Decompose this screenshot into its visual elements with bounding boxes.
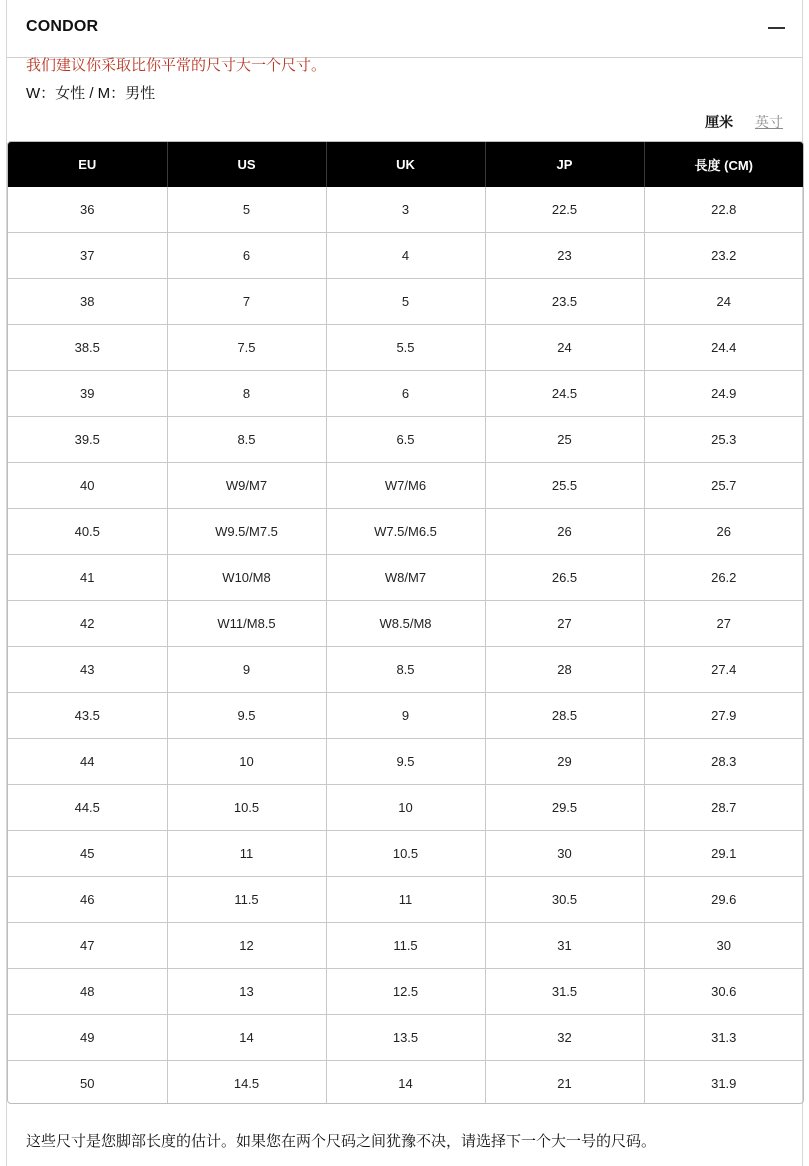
column-header-us: US	[167, 142, 326, 187]
cell-jp: 31	[485, 923, 644, 969]
cell-eu: 41	[8, 555, 167, 601]
column-header-eu: EU	[8, 142, 167, 187]
cell-length: 27	[644, 601, 803, 647]
brand-title: CONDOR	[26, 18, 99, 35]
cell-eu: 43	[8, 647, 167, 693]
cell-jp: 31.5	[485, 969, 644, 1015]
cell-length: 29.1	[644, 831, 803, 877]
cell-jp: 23.5	[485, 279, 644, 325]
cell-uk: 4	[326, 233, 485, 279]
table-row	[8, 877, 803, 923]
cell-us: 14.5	[167, 1061, 326, 1105]
cell-us: 10.5	[167, 785, 326, 831]
cell-eu: 47	[8, 923, 167, 969]
table-header-row	[8, 142, 803, 187]
cell-eu: 44.5	[8, 785, 167, 831]
size-guide-panel	[6, 0, 803, 1166]
cell-us: 12	[167, 923, 326, 969]
cell-eu: 38.5	[8, 325, 167, 371]
cell-eu: 48	[8, 969, 167, 1015]
cell-length: 30	[644, 923, 803, 969]
cell-uk: 9.5	[326, 739, 485, 785]
size-footnote: 这些尺寸是您脚部长度的估计。如果您在两个尺码之间犹豫不决，请选择下一个大一号的尺码。	[26, 1133, 657, 1150]
cell-eu: 49	[8, 1015, 167, 1061]
cell-uk: 5.5	[326, 325, 485, 371]
cell-length: 22.8	[644, 187, 803, 233]
cell-jp: 22.5	[485, 187, 644, 233]
cell-eu: 40.5	[8, 509, 167, 555]
cell-uk: W7/M6	[326, 463, 485, 509]
cell-jp: 28.5	[485, 693, 644, 739]
table-body	[8, 187, 803, 1104]
unit-toggle	[687, 113, 783, 131]
cell-jp: 28	[485, 647, 644, 693]
cell-us: 7.5	[167, 325, 326, 371]
cell-jp: 29.5	[485, 785, 644, 831]
column-header-length: 長度 (CM)	[644, 142, 803, 187]
cell-jp: 24	[485, 325, 644, 371]
table-row	[8, 1061, 803, 1105]
unit-cm-option[interactable]: 厘米	[705, 114, 734, 130]
table-row	[8, 509, 803, 555]
cell-uk: 6	[326, 371, 485, 417]
cell-uk: W7.5/M6.5	[326, 509, 485, 555]
table-row	[8, 647, 803, 693]
table-row	[8, 187, 803, 233]
table-row	[8, 693, 803, 739]
cell-jp: 29	[485, 739, 644, 785]
gender-legend: W：女性 / M：男性	[26, 85, 156, 102]
cell-eu: 39	[8, 371, 167, 417]
cell-uk: 13.5	[326, 1015, 485, 1061]
cell-length: 25.7	[644, 463, 803, 509]
cell-jp: 25.5	[485, 463, 644, 509]
cell-us: W9/M7	[167, 463, 326, 509]
table-row	[8, 785, 803, 831]
cell-length: 31.9	[711, 1076, 737, 1091]
cell-uk: 12.5	[326, 969, 485, 1015]
cell-length: 31.3	[644, 1015, 803, 1061]
cell-length: 28.7	[644, 785, 803, 831]
cell-length: 29.6	[644, 877, 803, 923]
size-advice-text: 我们建议你采取比你平常的尺寸大一个尺寸。	[26, 57, 327, 74]
table-row	[8, 463, 803, 509]
cell-length: 27.4	[644, 647, 803, 693]
table-row	[8, 279, 803, 325]
cell-uk: 10	[326, 785, 485, 831]
table-row	[8, 1015, 803, 1061]
minus-icon	[768, 27, 785, 29]
cell-eu: 50	[8, 1061, 167, 1105]
table-row	[8, 555, 803, 601]
cell-us: 5	[167, 187, 326, 233]
cell-uk: 11.5	[326, 923, 485, 969]
cell-us: 7	[167, 279, 326, 325]
cell-us: W11/M8.5	[167, 601, 326, 647]
cell-jp: 26	[485, 509, 644, 555]
cell-us: W9.5/M7.5	[167, 509, 326, 555]
cell-uk: W8/M7	[326, 555, 485, 601]
cell-eu: 43.5	[8, 693, 167, 739]
cell-length: 23.2	[644, 233, 803, 279]
cell-us: 8	[167, 371, 326, 417]
cell-jp: 27	[485, 601, 644, 647]
collapse-button[interactable]	[766, 18, 788, 38]
cell-us: 9	[167, 647, 326, 693]
cell-jp: 26.5	[485, 555, 644, 601]
cell-uk: 6.5	[326, 417, 485, 463]
cell-eu: 38	[8, 279, 167, 325]
cell-jp: 25	[485, 417, 644, 463]
cell-us: 11	[167, 831, 326, 877]
size-table-container	[7, 141, 804, 1104]
column-header-jp: JP	[485, 142, 644, 187]
cell-jp: 21	[485, 1061, 644, 1105]
cell-length: 27.9	[644, 693, 803, 739]
table-row	[8, 739, 803, 785]
cell-us: 11.5	[167, 877, 326, 923]
table-row	[8, 831, 803, 877]
cell-length: 24.4	[644, 325, 803, 371]
cell-jp: 32	[485, 1015, 644, 1061]
cell-length: 24.9	[644, 371, 803, 417]
table-row	[8, 417, 803, 463]
cell-eu: 39.5	[8, 417, 167, 463]
cell-jp: 23	[485, 233, 644, 279]
cell-eu: 44	[8, 739, 167, 785]
table-row	[8, 969, 803, 1015]
size-table	[8, 142, 803, 1104]
column-header-uk: UK	[326, 142, 485, 187]
cell-us: 6	[167, 233, 326, 279]
cell-length: 24	[644, 279, 803, 325]
cell-us: W10/M8	[167, 555, 326, 601]
cell-eu: 36	[8, 187, 167, 233]
cell-uk: 11	[326, 877, 485, 923]
cell-eu: 40	[8, 463, 167, 509]
cell-us: 10	[167, 739, 326, 785]
cell-uk: W8.5/M8	[326, 601, 485, 647]
cell-uk: 10.5	[326, 831, 485, 877]
panel-header	[7, 0, 802, 58]
table-row	[8, 923, 803, 969]
cell-length: 30.6	[644, 969, 803, 1015]
cell-jp: 24.5	[485, 371, 644, 417]
cell-length: 26	[644, 509, 803, 555]
cell-us: 13	[167, 969, 326, 1015]
cell-uk: 14	[326, 1061, 485, 1105]
table-row	[8, 233, 803, 279]
cell-length: 25.3	[644, 417, 803, 463]
unit-inch-option[interactable]: 英寸	[755, 114, 783, 130]
cell-us: 9.5	[167, 693, 326, 739]
cell-uk: 9	[326, 693, 485, 739]
cell-eu: 37	[8, 233, 167, 279]
cell-eu: 46	[8, 877, 167, 923]
table-row	[8, 371, 803, 417]
table-row	[8, 325, 803, 371]
cell-length: 26.2	[644, 555, 803, 601]
cell-eu: 42	[8, 601, 167, 647]
table-row	[8, 601, 803, 647]
cell-us: 14	[167, 1015, 326, 1061]
cell-eu: 45	[8, 831, 167, 877]
cell-jp: 30.5	[485, 877, 644, 923]
cell-us: 8.5	[167, 417, 326, 463]
cell-uk: 5	[326, 279, 485, 325]
cell-length: 28.3	[644, 739, 803, 785]
cell-uk: 3	[326, 187, 485, 233]
cell-uk: 8.5	[326, 647, 485, 693]
cell-jp: 30	[485, 831, 644, 877]
